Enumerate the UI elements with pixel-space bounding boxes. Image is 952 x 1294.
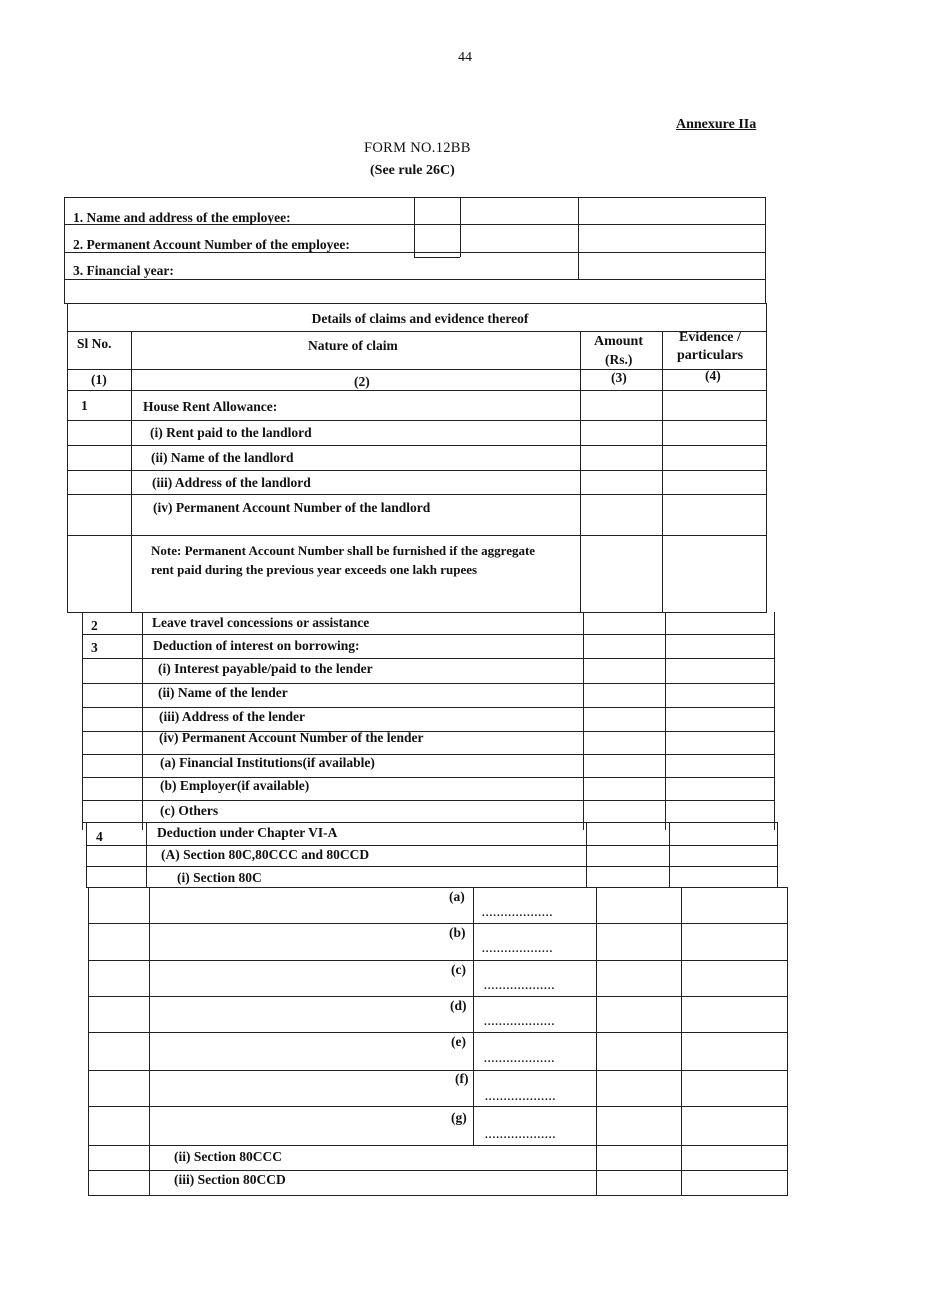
- interest-sl: 3: [91, 640, 98, 655]
- dots-d: ...................: [484, 1016, 556, 1028]
- item-80c-e: (e): [451, 1034, 466, 1049]
- item-80c-b: (b): [449, 925, 466, 940]
- interest-financial-institutions: (a) Financial Institutions(if available): [160, 755, 375, 770]
- interest-lender-pan: (iv) Permanent Account Number of the lender: [159, 730, 424, 745]
- hra-landlord-address: (iii) Address of the landlord: [152, 475, 311, 490]
- dots-c: ...................: [484, 980, 556, 992]
- dots-b: ...................: [482, 943, 554, 955]
- interest-others: (c) Others: [160, 803, 219, 818]
- form-rule: (See rule 26C): [370, 163, 455, 178]
- ltc-sl: 2: [91, 618, 98, 633]
- dots-f: ...................: [485, 1091, 557, 1103]
- ltc-title: Leave travel concessions or assistance: [152, 615, 370, 630]
- annexure-label: Annexure IIa: [676, 117, 757, 132]
- item-80c-c: (c): [451, 962, 466, 977]
- chapter6a-sl: 4: [96, 829, 103, 844]
- col-sl-no: Sl No.: [77, 336, 112, 351]
- dots-g: ...................: [485, 1129, 557, 1141]
- interest-lender-address: (iii) Address of the lender: [159, 709, 305, 724]
- interest-payable: (i) Interest payable/paid to the lender: [158, 661, 373, 676]
- hra-note: Note: Permanent Account Number shall be furnished if the aggregate rent paid during the previous year exceeds one lakh rupees: [151, 543, 536, 577]
- page-number: 44: [458, 50, 472, 65]
- col-num-4: (4): [705, 368, 721, 383]
- interest-title: Deduction of interest on borrowing:: [153, 638, 360, 653]
- financial-year-label: 3. Financial year:: [73, 263, 174, 278]
- col-num-1: (1): [91, 372, 107, 387]
- col-amount: Amount: [594, 334, 644, 349]
- employee-pan-label: 2. Permanent Account Number of the employee:: [73, 237, 350, 252]
- item-80c-g: (g): [451, 1110, 467, 1125]
- form-title: FORM NO.12BB: [364, 140, 471, 156]
- interest-employer: (b) Employer(if available): [160, 778, 310, 793]
- details-title: Details of claims and evidence thereof: [311, 311, 529, 326]
- col-nature-of-claim: Nature of claim: [308, 338, 398, 353]
- dots-e: ...................: [484, 1053, 556, 1065]
- hra-rent-paid: (i) Rent paid to the landlord: [150, 425, 312, 440]
- section-80c-label: (i) Section 80C: [177, 870, 262, 885]
- chapter6a-title: Deduction under Chapter VI-A: [157, 825, 338, 840]
- interest-lender-name: (ii) Name of the lender: [158, 685, 288, 700]
- col-particulars: particulars: [677, 348, 744, 363]
- col-evidence: Evidence /: [679, 330, 741, 345]
- col-num-2: (2): [354, 374, 370, 389]
- col-amount-unit: (Rs.): [605, 352, 633, 367]
- item-80c-a: (a): [449, 889, 465, 904]
- item-80c-f: (f): [455, 1071, 469, 1086]
- hra-landlord-name: (ii) Name of the landlord: [151, 450, 294, 465]
- hra-landlord-pan: (iv) Permanent Account Number of the landlord: [153, 500, 431, 515]
- employee-name-address-label: 1. Name and address of the employee:: [73, 210, 291, 225]
- dots-a: ...................: [482, 907, 554, 919]
- section-80ccd-label: (iii) Section 80CCD: [174, 1172, 286, 1187]
- section-80ccc-label: (ii) Section 80CCC: [174, 1149, 282, 1164]
- col-num-3: (3): [611, 370, 627, 385]
- hra-title: House Rent Allowance:: [143, 399, 278, 414]
- section-80c-80ccc-80ccd: (A) Section 80C,80CCC and 80CCD: [161, 847, 370, 862]
- item-80c-d: (d): [450, 998, 467, 1013]
- hra-sl: 1: [81, 398, 88, 413]
